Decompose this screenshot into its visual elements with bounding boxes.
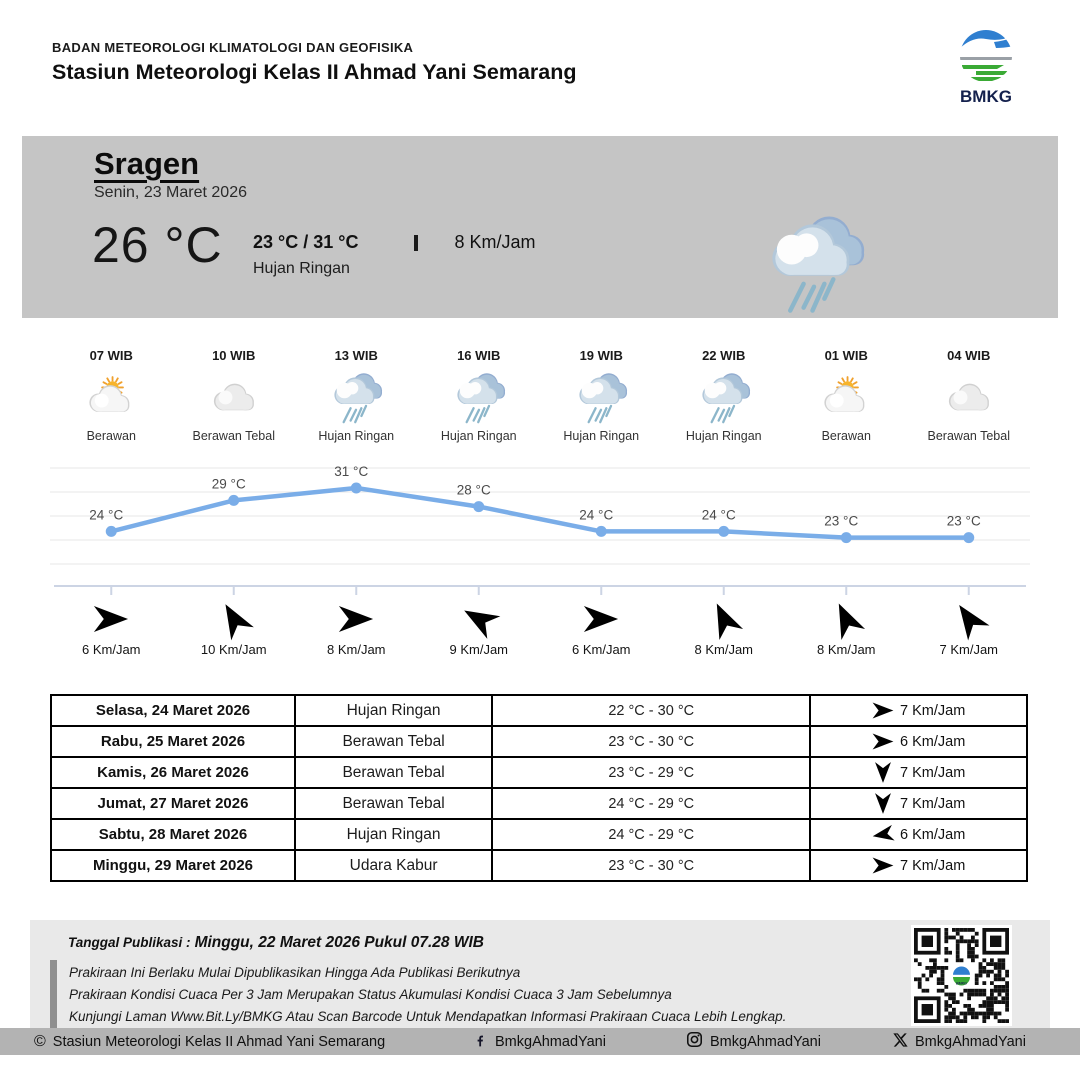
forecast-day: Jumat, 27 Maret 2026 [51, 788, 295, 819]
copyright-text: Stasiun Meteorologi Kelas II Ahmad Yani Semarang [52, 1033, 386, 1050]
forecast-wind-speed: 7 Km/Jam [900, 764, 966, 781]
wind-speed-label: 9 Km/Jam [449, 642, 508, 657]
daily-forecast-table [50, 694, 1028, 882]
forecast-condition: Berawan Tebal [295, 726, 492, 757]
wind-speed-label: 8 Km/Jam [326, 642, 386, 657]
x-handle: BmkgAhmadYani [915, 1033, 1026, 1050]
hourly-condition-label: Berawan Tebal [927, 429, 1010, 443]
wind-direction-arrow-icon [213, 596, 255, 641]
wind-speed-label: 7 Km/Jam [939, 642, 998, 657]
hourly-condition-label: Berawan [821, 429, 871, 443]
forecast-day: Kamis, 26 Maret 2026 [51, 757, 295, 788]
forecast-wind-speed: 7 Km/Jam [900, 795, 966, 812]
temperature-chart-svg [50, 458, 1030, 598]
forecast-wind [810, 695, 1027, 726]
hourly-forecast-item [785, 348, 908, 443]
daily-forecast-body [51, 695, 1027, 881]
wind-speed-label: 8 Km/Jam [694, 642, 753, 657]
publication-date: Minggu, 22 Maret 2026 Pukul 07.28 WIB [194, 934, 484, 951]
wind-direction-arrow-icon [872, 733, 894, 750]
divider-bar [414, 235, 418, 251]
wind-item [418, 598, 541, 657]
forecast-wind [810, 788, 1027, 819]
forecast-wind-speed: 7 Km/Jam [900, 702, 966, 719]
svg-text:29 °C: 29 °C [211, 476, 246, 492]
instagram-handle: BmkgAhmadYani [710, 1033, 821, 1050]
daily-forecast-row [51, 788, 1027, 819]
wind-item [908, 598, 1031, 657]
daily-forecast-row [51, 695, 1027, 726]
hourly-time: 07 WIB [89, 348, 133, 363]
bottom-bar [0, 1028, 1080, 1055]
forecast-temp-range: 22 °C - 30 °C [492, 695, 810, 726]
forecast-wind [810, 850, 1027, 881]
current-weather-icon [762, 214, 866, 318]
hourly-condition-label: Hujan Ringan [685, 429, 762, 443]
hujan-ringan-icon [574, 371, 628, 427]
wind-direction-row [50, 598, 1030, 657]
daily-forecast-row [51, 726, 1027, 757]
hourly-condition-label: Berawan [86, 429, 136, 443]
forecast-wind [810, 726, 1027, 757]
svg-text:24 °C: 24 °C [701, 507, 736, 523]
wind-item [173, 598, 296, 657]
forecast-temp-range: 24 °C - 29 °C [492, 819, 810, 850]
svg-text:31 °C: 31 °C [334, 464, 369, 479]
berawan-icon [819, 371, 873, 427]
wind-direction-arrow-icon [947, 596, 991, 642]
facebook-handle: BmkgAhmadYani [495, 1033, 606, 1050]
svg-text:BMKG: BMKG [956, 981, 967, 986]
wind-direction-arrow-icon [875, 793, 892, 815]
forecast-condition: Berawan Tebal [295, 757, 492, 788]
wind-speed-label: 6 Km/Jam [571, 642, 631, 657]
forecast-condition: Hujan Ringan [295, 695, 492, 726]
facebook-icon [472, 1032, 488, 1052]
current-date: Senin, 23 Maret 2026 [94, 184, 247, 201]
publication-box [30, 920, 1050, 1028]
publication-notes [50, 960, 786, 1028]
forecast-wind-speed: 6 Km/Jam [900, 826, 966, 843]
forecast-temp-range: 24 °C - 29 °C [492, 788, 810, 819]
svg-text:24 °C: 24 °C [89, 507, 124, 523]
wind-speed-label: 6 Km/Jam [81, 642, 141, 657]
publication-title [68, 934, 484, 952]
current-conditions-banner [22, 136, 1058, 318]
copyright-item [34, 1028, 385, 1055]
berawan-tebal-icon [207, 371, 261, 427]
forecast-wind-speed: 6 Km/Jam [900, 733, 966, 750]
current-condition: Hujan Ringan [253, 260, 350, 277]
current-details [253, 232, 535, 278]
publication-note-line: Prakiraan Kondisi Cuaca Per 3 Jam Merupakan Status Akumulasi Kondisi Cuaca 3 Jam Sebelumnya [69, 986, 672, 1002]
hourly-time: 22 WIB [702, 348, 746, 363]
temperature-chart [50, 458, 1030, 598]
publication-label: Tanggal Publikasi : [68, 935, 191, 950]
wind-direction-arrow-icon [338, 605, 374, 633]
wind-direction-arrow-icon [875, 762, 892, 784]
hourly-condition-label: Hujan Ringan [440, 429, 517, 443]
wind-direction-arrow-icon [456, 598, 501, 640]
qr-code-svg [914, 928, 1009, 1023]
hujan-ringan-icon [452, 371, 506, 427]
daily-forecast-row [51, 757, 1027, 788]
current-wind-speed: 8 Km/Jam [454, 232, 536, 252]
hourly-time: 10 WIB [212, 348, 256, 363]
wind-item [663, 598, 786, 657]
svg-text:28 °C: 28 °C [456, 482, 491, 498]
berawan-icon [84, 371, 138, 427]
hourly-forecast-item [173, 348, 296, 443]
svg-text:BMKG: BMKG [960, 87, 1012, 106]
forecast-wind [810, 819, 1027, 850]
forecast-temp-range: 23 °C - 30 °C [492, 726, 810, 757]
bmkg-logo [954, 28, 1018, 108]
hourly-forecast-item [908, 348, 1031, 443]
forecast-wind-speed: 7 Km/Jam [900, 857, 966, 874]
facebook-item [472, 1028, 606, 1055]
forecast-day: Minggu, 29 Maret 2026 [51, 850, 295, 881]
berawan-tebal-icon [942, 371, 996, 427]
hourly-time: 01 WIB [824, 348, 868, 363]
x-item [892, 1028, 1026, 1055]
hourly-forecast-item [50, 348, 173, 443]
wind-speed-label: 8 Km/Jam [816, 642, 876, 657]
forecast-condition: Berawan Tebal [295, 788, 492, 819]
agency-name: BADAN METEOROLOGI KLIMATOLOGI DAN GEOFISIKA [52, 40, 414, 55]
wind-speed-label: 10 Km/Jam [200, 642, 267, 657]
hujan-ringan-icon [697, 371, 751, 427]
current-temperature: 26 °C [92, 217, 223, 273]
x-icon [892, 1032, 908, 1052]
wind-direction-arrow-icon [872, 702, 894, 719]
hourly-time: 04 WIB [947, 348, 991, 363]
hourly-time: 19 WIB [579, 348, 623, 363]
qr-code [911, 925, 1012, 1026]
city-name: Sragen [94, 146, 200, 181]
hourly-condition-label: Berawan Tebal [192, 429, 275, 443]
publication-note-line: Prakiraan Ini Berlaku Mulai Dipublikasikan Hingga Ada Publikasi Berikutnya [69, 965, 521, 980]
hourly-forecast-item [540, 348, 663, 443]
wind-item [295, 598, 418, 657]
header [52, 40, 577, 85]
hourly-condition-label: Hujan Ringan [318, 429, 395, 443]
instagram-icon [686, 1031, 703, 1052]
svg-text:23 °C: 23 °C [946, 513, 981, 529]
publication-note-line: Kunjungi Laman Www.Bit.Ly/BMKG Atau Scan Barcode Untuk Mendapatkan Informasi Prakiraan Cuaca Lebih Lengkap. [69, 1008, 787, 1024]
forecast-condition: Udara Kabur [295, 850, 492, 881]
hourly-forecast-item [663, 348, 786, 443]
svg-text:23 °C: 23 °C [824, 513, 859, 529]
wind-direction-arrow-icon [872, 857, 894, 874]
temp-min-max: 23 °C / 31 °C [253, 232, 359, 252]
wind-direction-arrow-icon [583, 605, 619, 633]
wind-direction-arrow-icon [871, 824, 896, 845]
forecast-temp-range: 23 °C - 30 °C [492, 850, 810, 881]
forecast-temp-range: 23 °C - 29 °C [492, 757, 810, 788]
wind-direction-arrow-icon [703, 597, 744, 641]
hourly-forecast-item [295, 348, 418, 443]
hourly-time: 13 WIB [334, 348, 378, 363]
hujan-ringan-icon [329, 371, 383, 427]
copyright-icon: © [34, 1032, 46, 1050]
daily-forecast-row [51, 850, 1027, 881]
forecast-day: Sabtu, 28 Maret 2026 [51, 819, 295, 850]
wind-direction-arrow-icon [93, 605, 129, 633]
instagram-item [686, 1028, 821, 1055]
hourly-condition-label: Hujan Ringan [563, 429, 640, 443]
daily-forecast-row [51, 819, 1027, 850]
wind-item [540, 598, 663, 657]
forecast-wind [810, 757, 1027, 788]
hourly-forecast-item [418, 348, 541, 443]
station-name: Stasiun Meteorologi Kelas II Ahmad Yani Semarang [52, 60, 577, 84]
wind-item [50, 598, 173, 657]
svg-text:24 °C: 24 °C [579, 507, 614, 523]
forecast-day: Selasa, 24 Maret 2026 [51, 695, 295, 726]
wind-direction-arrow-icon [826, 597, 867, 641]
hourly-time: 16 WIB [457, 348, 501, 363]
forecast-day: Rabu, 25 Maret 2026 [51, 726, 295, 757]
wind-item [785, 598, 908, 657]
forecast-condition: Hujan Ringan [295, 819, 492, 850]
hourly-forecast-row [50, 348, 1030, 443]
